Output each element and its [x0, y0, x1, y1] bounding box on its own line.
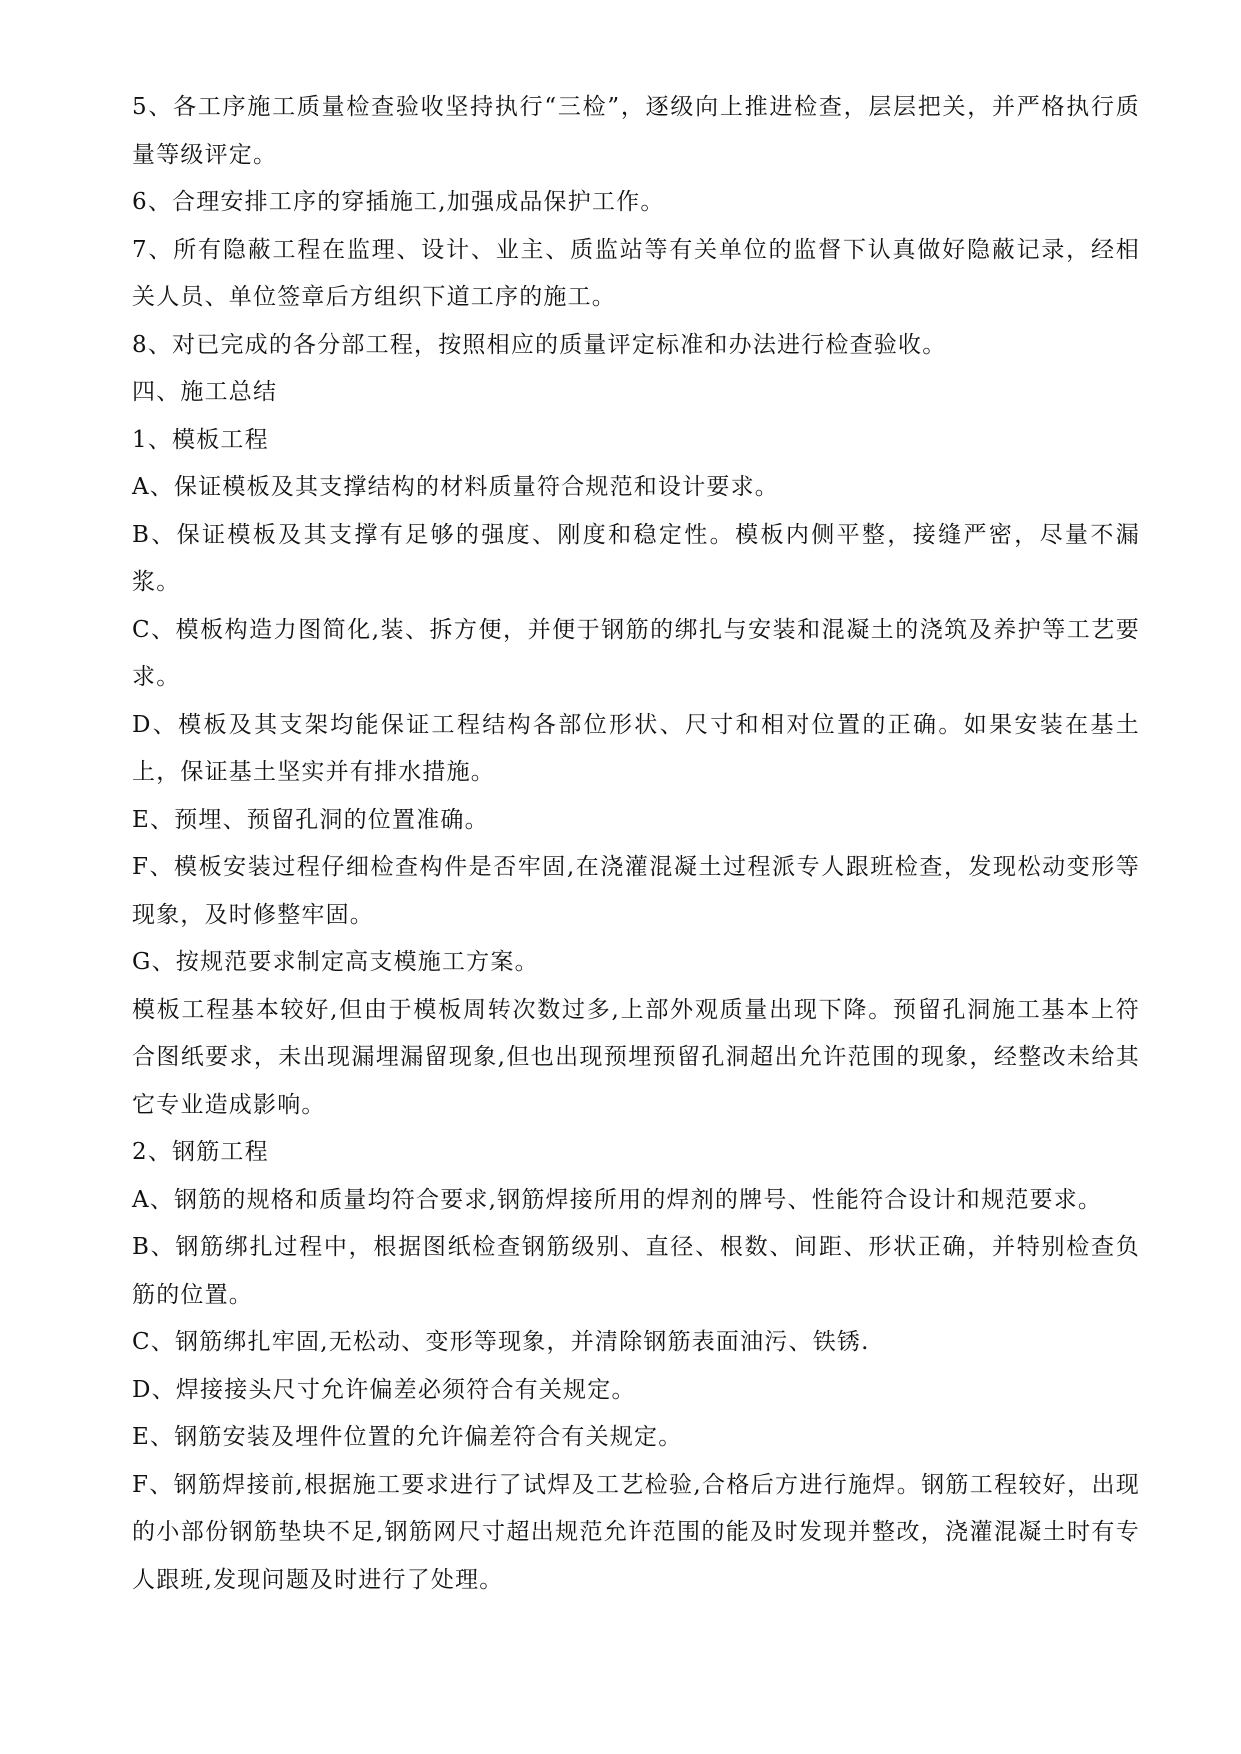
- paragraph-item-5-three-checks: 5、各工序施工质量检查验收坚持执行“三检”，逐级向上推进检查，层层把关，并严格执行质量等级评定。: [132, 94, 1140, 168]
- reinforcement-item-f: F、钢筋焊接前,根据施工要求进行了试焊及工艺检验,合格后方进行施焊。钢筋工程较好，出现的小部份钢筋垫块不足,钢筋网尺寸超出规范允许范围的能及时发现并整改，浇灌混凝土时有专人跟班,发现问题及时进行了处理。: [132, 1471, 1140, 1593]
- formwork-item-b: B、保证模板及其支撑有足够的强度、刚度和稳定性。模板内侧平整，接缝严密，尽量不漏浆。: [132, 521, 1140, 595]
- paragraph-item-7-concealed-works: 7、所有隐蔽工程在监理、设计、业主、质监站等有关单位的监督下认真做好隐蔽记录，经相关人员、单位签章后方组织下道工序的施工。: [132, 236, 1140, 310]
- reinforcement-item-d: D、焊接接头尺寸允许偏差必须符合有关规定。: [132, 1376, 636, 1403]
- subsection-heading-formwork: 1、模板工程: [132, 426, 269, 453]
- document-body: [132, 84, 1140, 1604]
- formwork-item-c: C、模板构造力图简化,装、拆方便，并便于钢筋的绑扎与安装和混凝土的浇筑及养护等工艺要求。: [132, 616, 1140, 690]
- reinforcement-item-c: C、钢筋绑扎牢固,无松动、变形等现象，并清除钢筋表面油污、铁锈.: [132, 1329, 870, 1355]
- paragraph-item-6-process-interleaving: 6、合理安排工序的穿插施工,加强成品保护工作。: [132, 189, 665, 215]
- section-heading-construction-summary: 四、施工总结: [132, 379, 278, 405]
- reinforcement-item-a: A、钢筋的规格和质量均符合要求,钢筋焊接所用的焊剂的牌号、性能符合设计和规范要求。: [132, 1186, 1103, 1213]
- reinforcement-item-b: B、钢筋绑扎过程中，根据图纸检查钢筋级别、直径、根数、间距、形状正确，并特别检查负筋的位置。: [132, 1234, 1140, 1308]
- formwork-item-d: D、模板及其支架均能保证工程结构各部位形状、尺寸和相对位置的正确。如果安装在基土上，保证基土坚实并有排水措施。: [132, 711, 1140, 785]
- formwork-summary: 模板工程基本较好,但由于模板周转次数过多,上部外观质量出现下降。预留孔洞施工基本上符合图纸要求，未出现漏埋漏留现象,但也出现预埋预留孔洞超出允许范围的现象，经整改未给其它专业造成影响。: [132, 996, 1140, 1118]
- formwork-item-g: G、按规范要求制定高支模施工方案。: [132, 949, 539, 975]
- formwork-item-a: A、保证模板及其支撑结构的材料质量符合规范和设计要求。: [132, 474, 780, 500]
- reinforcement-item-e: E、钢筋安装及埋件位置的允许偏差符合有关规定。: [132, 1424, 683, 1450]
- formwork-item-f: F、模板安装过程仔细检查构件是否牢固,在浇灌混凝土过程派专人跟班检查，发现松动变形等现象，及时修整牢固。: [132, 854, 1140, 928]
- paragraph-item-8-inspection: 8、对已完成的各分部工程，按照相应的质量评定标准和办法进行检查验收。: [132, 331, 947, 358]
- formwork-item-e: E、预埋、预留孔洞的位置准确。: [132, 806, 489, 833]
- subsection-heading-reinforcement: 2、钢筋工程: [132, 1139, 269, 1165]
